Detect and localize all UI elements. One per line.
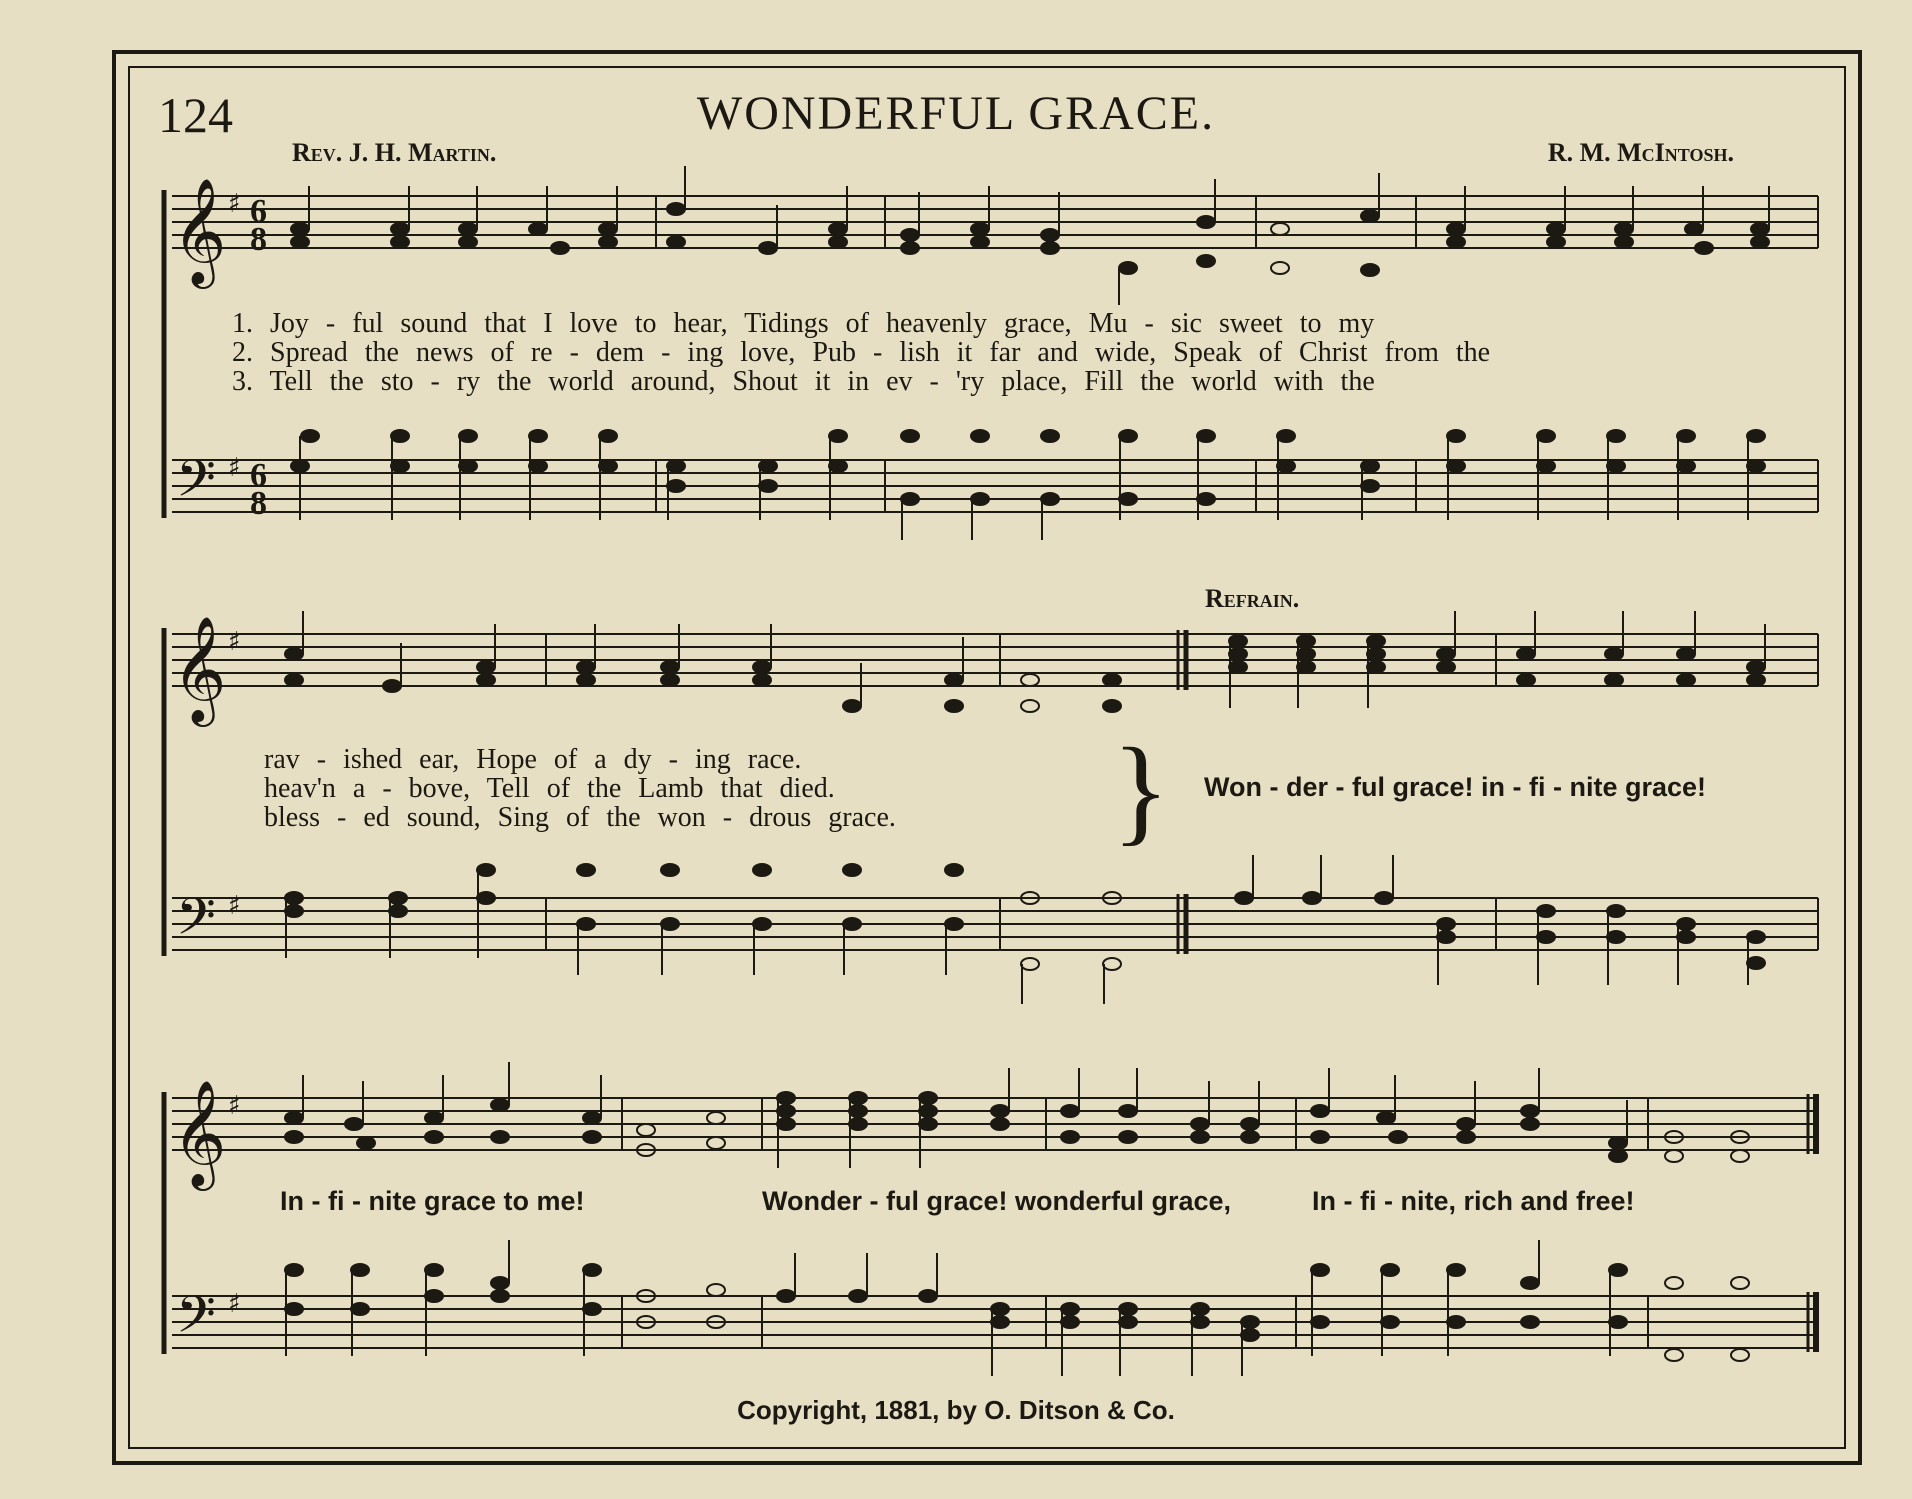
copyright-notice: Copyright, 1881, by O. Ditson & Co. bbox=[737, 1395, 1175, 1425]
verse3-line2: bless - ed sound, Sing of the won - drous grace. bbox=[264, 802, 896, 833]
time-sig-bottom: 8 bbox=[250, 485, 267, 522]
verse1-line1: 1. Joy - ful sound that I love to hear, Tidings of heavenly grace, Mu - sic sweet to my bbox=[232, 308, 1375, 339]
sharp-icon: ♯ bbox=[228, 627, 241, 657]
system2-treble-staff bbox=[172, 634, 1818, 686]
sharp-icon: ♯ bbox=[228, 1091, 241, 1121]
sharp-icon: ♯ bbox=[228, 189, 241, 219]
verse1-line2: rav - ished ear, Hope of a dy - ing race. bbox=[264, 744, 802, 775]
refrain-line1: Won - der - ful grace! in - fi - nite grace! bbox=[1204, 772, 1707, 802]
lyricist-credit: Rev. J. H. Martin. bbox=[292, 138, 497, 167]
system1-treble-staff bbox=[172, 196, 1818, 248]
treble-clef-icon: 𝄞 bbox=[172, 615, 227, 722]
bass-clef-icon: 𝄢 bbox=[176, 1284, 216, 1357]
sharp-icon: ♯ bbox=[228, 891, 241, 921]
refrain-line2-b: Wonder - ful grace! wonderful grace, bbox=[762, 1186, 1232, 1216]
refrain-line2-c: In - fi - nite, rich and free! bbox=[1312, 1186, 1635, 1216]
s2-treble-notes bbox=[285, 611, 1765, 712]
system1-bass-staff bbox=[172, 460, 1818, 512]
bass-clef-icon: 𝄢 bbox=[176, 448, 216, 521]
sharp-icon: ♯ bbox=[228, 1289, 241, 1319]
verse3-line1: 3. Tell the sto - ry the world around, Shout it in ev - 'ry place, Fill the world with the bbox=[232, 366, 1375, 397]
time-sig-bottom: 8 bbox=[250, 221, 267, 258]
time-sig-top: 6 bbox=[250, 193, 267, 230]
time-sig-top: 6 bbox=[250, 457, 267, 494]
system3-barlines bbox=[622, 1094, 1816, 1352]
verse2-line1: 2. Spread the news of re - dem - ing love, Pub - lish it far and wide, Speak of Christ from the bbox=[232, 337, 1491, 368]
refrain-label: Refrain. bbox=[1205, 584, 1300, 613]
treble-clef-icon: 𝄞 bbox=[172, 177, 227, 284]
verse2-line2: heav'n a - bove, Tell of the Lamb that died. bbox=[264, 773, 835, 804]
brace-icon: } bbox=[1112, 723, 1170, 856]
sharp-icon: ♯ bbox=[228, 453, 241, 483]
clef-glyphs bbox=[172, 177, 241, 1357]
hymn-title: WONDERFUL GRACE. bbox=[696, 87, 1216, 140]
system2-bass-staff bbox=[172, 898, 1818, 950]
s3-treble-notes bbox=[285, 1062, 1749, 1168]
composer-credit: R. M. McIntosh. bbox=[1547, 138, 1734, 167]
refrain-line2-a: In - fi - nite grace to me! bbox=[280, 1186, 585, 1216]
bass-clef-icon: 𝄢 bbox=[176, 886, 216, 959]
page-number: 124 bbox=[158, 87, 233, 143]
treble-clef-icon: 𝄞 bbox=[172, 1079, 227, 1186]
s2-bass-notes bbox=[285, 855, 1765, 1004]
